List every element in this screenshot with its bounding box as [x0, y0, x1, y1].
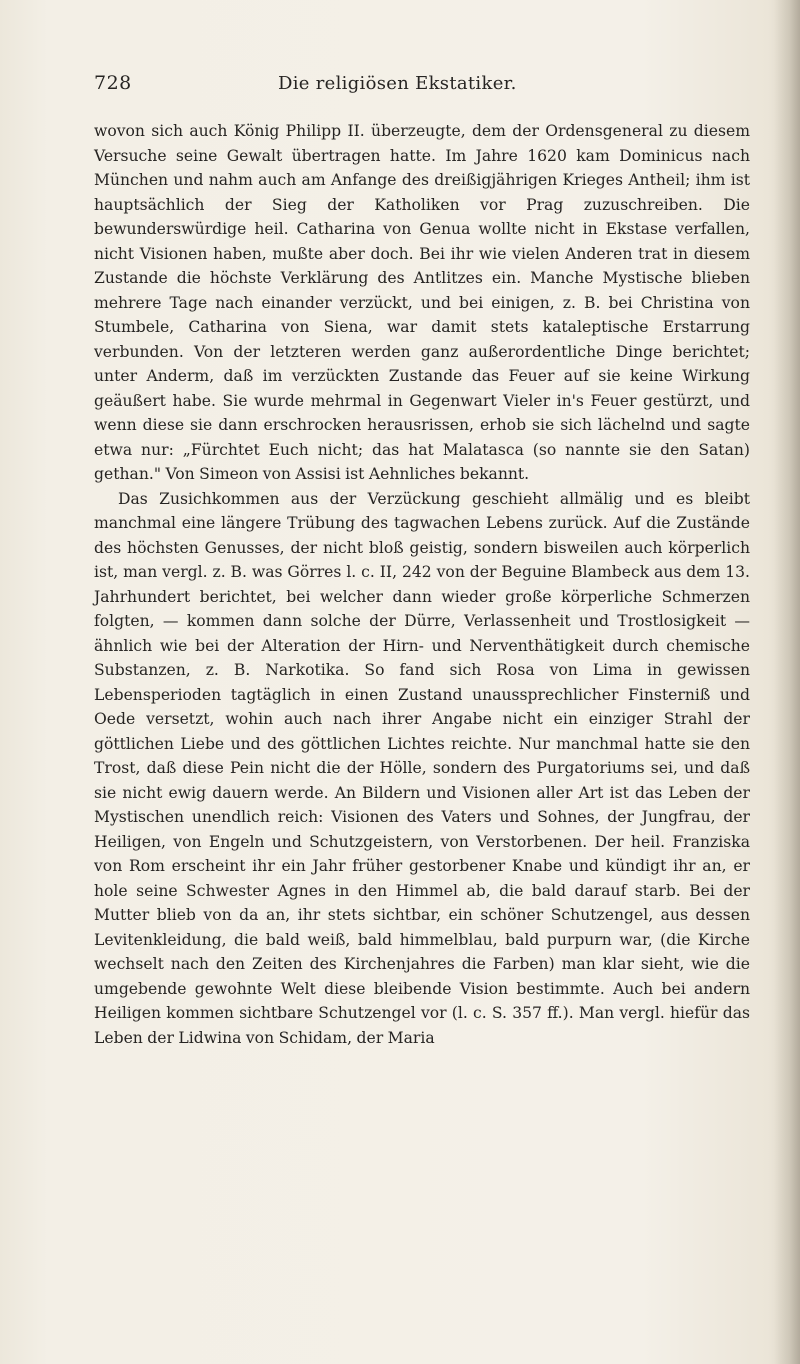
page-spine-shadow — [774, 0, 800, 1364]
page-header — [94, 72, 750, 102]
page-number: 728 — [94, 72, 132, 94]
paragraph: Das Zusichkommen aus der Verzückung geschieht allmälig und es bleibt manchmal eine längere Trübung des tagwachen Lebens zurück. Auf die Zustände des höchsten Genusses, der nicht bloß geistig, sondern bisweilen auch körperlich ist, man vergl. z. B. was Görres l. c. II, 242 von der Beguine Blambeck aus dem 13. Jahrhundert berichtet, bei welcher dann wieder große körperliche Schmerzen folgten, — kommen dann solche der Dürre, Verlassenheit und Trostlosigkeit — ähnlich wie bei der Alteration der Hirn- und Nerventhätigkeit durch chemische Substanzen, z. B. Narkotika. So fand sich Rosa von Lima in gewissen Lebensperioden tagtäglich in einen Zustand unaussprechlicher Finsterniß und Oede versetzt, wohin auch nach ihrer Angabe nicht ein einziger Strahl der göttlichen Liebe und des göttlichen Lichtes reichte. Nur manchmal hatte sie den Trost, daß diese Pein nicht die der Hölle, sondern des Purgatoriums sei, und daß sie nicht ewig dauern werde. An Bildern und Visionen aller Art ist das Leben der Mystischen unendlich reich: Visionen des Vaters und Sohnes, der Jungfrau, der Heiligen, von Engeln und Schutzgeistern, von Verstorbenen. Der heil. Franziska von Rom erscheint ihr ein Jahr früher gestorbener Knabe und kündigt ihr an, er hole seine Schwester Agnes in den Himmel ab, die bald darauf starb. Bei der Mutter blieb von da an, ihr stets sichtbar, ein schöner Schutzengel, aus dessen Levitenkleidung, die bald weiß, bald himmelblau, bald purpurn war, (die Kirche wechselt nach den Zeiten des Kirchenjahres die Farben) man klar sieht, wie die umgebende gewohnte Welt diese bleibende Vision bestimmte. Auch bei andern Heiligen kommen sichtbare Schutzengel vor (l. c. S. 357 ff.). Man vergl. hiefür das Leben der Lidwina von Schidam, der Maria — [94, 489, 750, 1047]
running-title: Die religiösen Ekstatiker. — [278, 73, 517, 94]
body-text — [94, 119, 750, 1050]
paragraph: wovon sich auch König Philipp II. überzeugte, dem der Ordensgeneral zu diesem Versuche seine Gewalt übertragen hatte. Im Jahre 1620 kam Dominicus nach München und nahm auch am Anfange des dreißigjährigen Krieges Antheil; ihm ist hauptsächlich der Sieg der Katholiken vor Prag zuzuschreiben. Die bewunderswürdige heil. Catharina von Genua wollte nicht in Ekstase verfallen, nicht Visionen haben, mußte aber doch. Bei ihr wie vielen Anderen trat in diesem Zustande die höchste Verklärung des Antlitzes ein. Manche Mystische blieben mehrere Tage nach einander verzückt, und bei einigen, z. B. bei Christina von Stumbele, Catharina von Siena, war damit stets kataleptische Erstarrung verbunden. Von der letzteren werden ganz außerordentliche Dinge berichtet; unter Anderm, daß im verzückten Zustande das Feuer auf sie keine Wirkung geäußert habe. Sie wurde mehrmal in Gegenwart Vieler in's Feuer gestürzt, und wenn diese sie dann erschrocken herausrissen, erhob sie sich lächelnd und sagte etwa nur: „Fürchtet Euch nicht; das hat Malatasca (so nannte sie den Satan) gethan." Von Simeon von Assisi ist Aehnliches bekannt. — [94, 122, 750, 483]
